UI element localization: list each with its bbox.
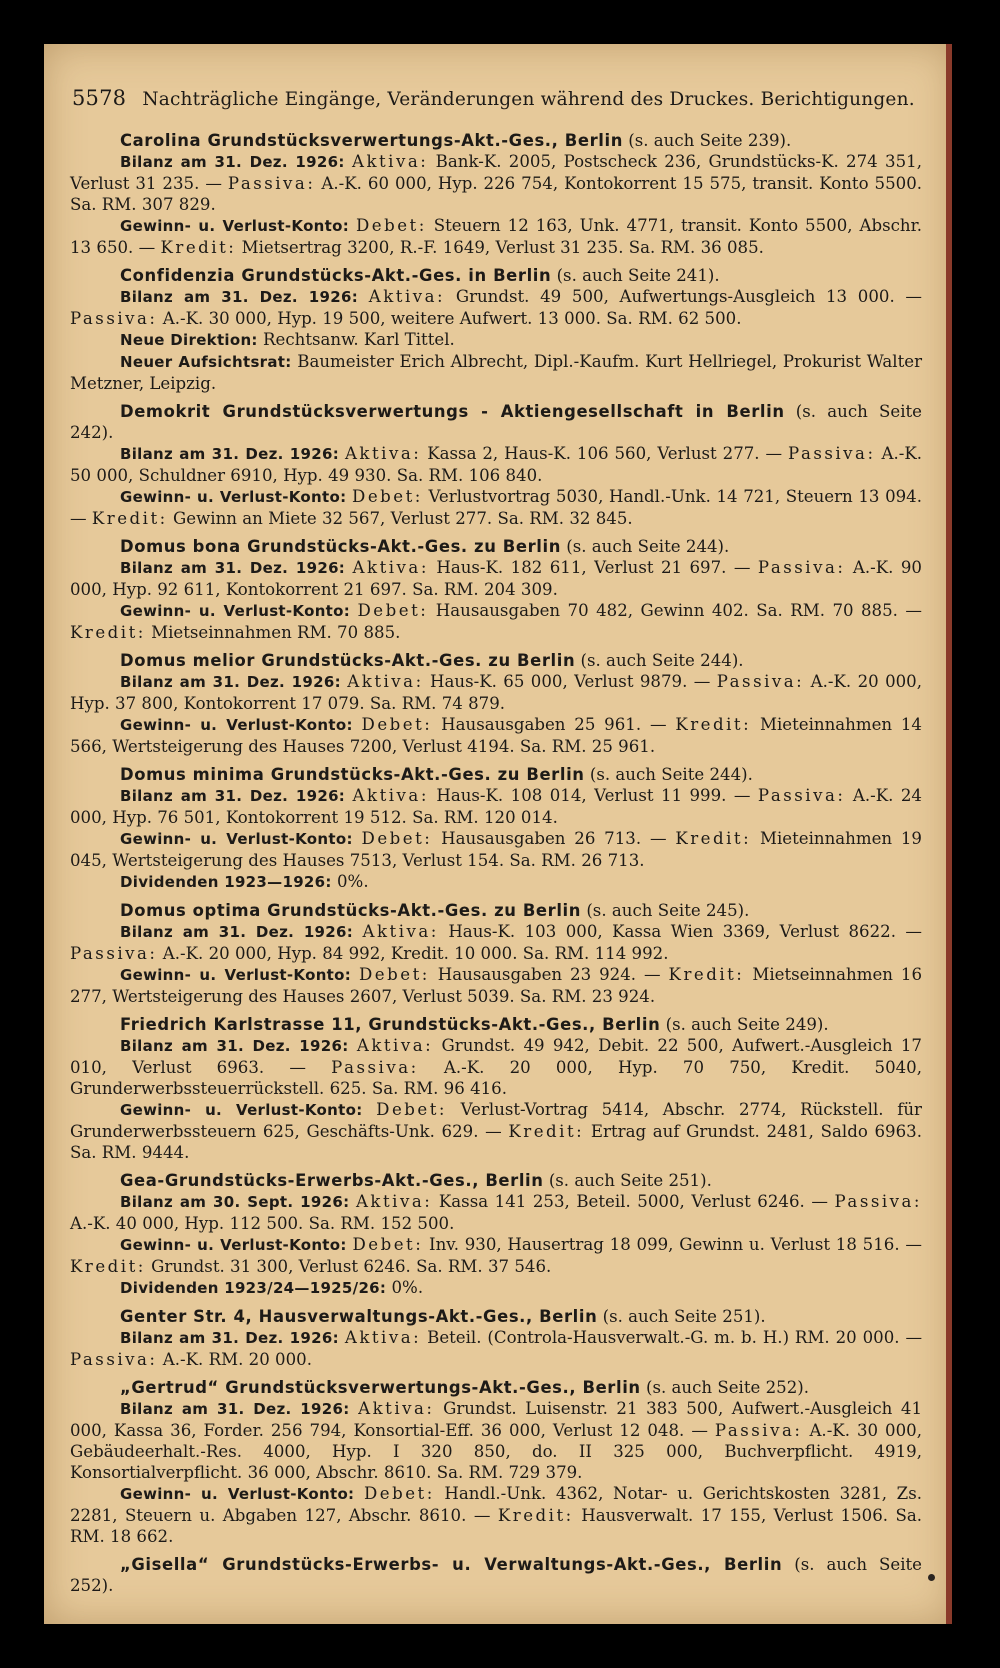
credit-text: Mieteinnahmen 14 566, Wertsteigerung des Hauses 7200, Verlust 4194. Sa. RM. 25 961. xyxy=(70,715,922,756)
entry-heading xyxy=(70,130,922,151)
liabilities-text: A.-K. 20 000, Hyp. 84 992, Kredit. 10 000. Sa. RM. 114 992. xyxy=(162,944,669,963)
assets-text: Grundst. 49 942, Debit. 22 500, Aufwert.-Ausgleich 17 010, Verlust 6963. xyxy=(70,1036,922,1077)
company-name: Domus melior Grundstücks-Akt.-Ges. zu Berlin xyxy=(120,651,576,670)
debit-text: Hausausgaben 26 713. xyxy=(441,829,642,848)
balance-sheet xyxy=(70,785,922,828)
profit-loss-account xyxy=(70,964,922,1007)
liabilities-text: A.-K. 20 000, Hyp. 70 750, Kredit. 5040, Grunderwerbssteuerrückstell. 625. Sa. RM. 96 416. xyxy=(70,1058,923,1098)
dividends-value: 0%. xyxy=(391,1278,424,1297)
entry-domus-optima xyxy=(70,900,922,1007)
balance-sheet xyxy=(70,921,922,964)
liabilities-label: Passiva: xyxy=(834,1192,923,1211)
entry-heading xyxy=(70,1554,922,1596)
balance-label: Bilanz am 31. Dez. 1926: xyxy=(120,1037,349,1055)
debit-label: Debet: xyxy=(352,1235,424,1254)
balance-label: Bilanz am 31. Dez. 1926: xyxy=(120,288,359,306)
page-reference: (s. auch Seite 252). xyxy=(645,1378,810,1397)
debit-label: Debet: xyxy=(359,965,430,984)
credit-text: Mietseinnahmen RM. 70 885. xyxy=(151,623,401,642)
page-reference: (s. auch Seite 252). xyxy=(70,1555,923,1595)
assets-text: Grundst. Luisenstr. 21 383 500, Aufwert.-Ausgleich 41 000, Kassa 36, Forder. 256 794, Konsortial-Eff. 36 000, Verlust 12 048. xyxy=(70,1399,922,1440)
debit-text: Inv. 930, Hausertrag 18 099, Gewinn u. Verlust 18 516. xyxy=(429,1235,900,1254)
dash: — xyxy=(733,558,751,577)
credit-label: Kredit: xyxy=(668,965,745,984)
debit-label: Debet: xyxy=(355,216,427,235)
balance-label: Bilanz am 31. Dez. 1926: xyxy=(120,673,341,691)
balance-label: Bilanz am 30. Sept. 1926: xyxy=(120,1193,350,1211)
balance-sheet xyxy=(70,443,922,486)
dash: — xyxy=(905,287,923,306)
profit-loss-account xyxy=(70,828,922,871)
liabilities-label: Passiva: xyxy=(331,1058,419,1077)
page-reference: (s. auch Seite 249). xyxy=(665,1015,829,1034)
page-title: Nachträgliche Eingänge, Veränderungen während des Druckes. Berichtigungen. xyxy=(142,89,915,110)
dash: — xyxy=(205,174,222,193)
profit-loss-account xyxy=(70,215,922,258)
ink-speck xyxy=(928,1574,935,1581)
liabilities-label: Passiva: xyxy=(716,672,805,691)
dividends-label: Dividenden 1923/24—1925/26: xyxy=(120,1279,387,1297)
entry-genter-str xyxy=(70,1306,922,1370)
debit-text: Hausausgaben 25 961. xyxy=(441,715,642,734)
debit-label: Debet: xyxy=(361,829,433,848)
dash: — xyxy=(485,1122,502,1141)
credit-label: Kredit: xyxy=(497,1506,574,1525)
company-name: Domus minima Grundstücks-Akt.-Ges. zu Berlin xyxy=(120,765,585,784)
liabilities-text: A.-K. RM. 20 000. xyxy=(162,1350,312,1369)
balance-sheet xyxy=(70,671,922,714)
liabilities-text: A.-K. 30 000, Gebäudeerhalt.-Res. 4000, Hyp. I 320 850, do. II 325 000, Buchverpflicht. 4919, Konsortialverpflicht. 36 000, Abschr. 8610. Sa. RM. 729 379. xyxy=(70,1421,923,1482)
company-name: Friedrich Karlstrasse 11, Grundstücks-Akt.-Ges., Berlin xyxy=(120,1015,661,1034)
balance-sheet xyxy=(70,1035,922,1099)
profit-loss-account xyxy=(70,1234,922,1277)
page-reference: (s. auch Seite 244). xyxy=(580,651,744,670)
liabilities-text: A.-K. 24 000, Hyp. 76 501, Kontokorrent 19 512. Sa. RM. 120 014. xyxy=(70,786,922,827)
assets-label: Aktiva: xyxy=(358,1399,435,1418)
assets-text: Kassa 2, Haus-K. 106 560, Verlust 277. xyxy=(427,444,760,463)
debit-label: Debet: xyxy=(361,715,433,734)
liabilities-text: A.-K. 60 000, Hyp. 226 754, Kontokorrent 15 575, transit. Konto 5500. Sa. RM. 307 829. xyxy=(70,174,923,214)
balance-label: Bilanz am 31. Dez. 1926: xyxy=(120,1400,350,1418)
company-name: Carolina Grundstücksverwertungs-Akt.-Ges., Berlin xyxy=(120,131,623,150)
assets-label: Aktiva: xyxy=(355,1192,433,1211)
dash: — xyxy=(289,1058,306,1077)
liabilities-label: Passiva: xyxy=(757,786,846,805)
balance-label: Bilanz am 31. Dez. 1926: xyxy=(120,445,340,463)
dash: — xyxy=(649,715,667,734)
entry-domus-minima xyxy=(70,764,922,893)
dash: — xyxy=(905,922,923,941)
entry-carolina xyxy=(70,130,922,258)
liabilities-text: A.-K. 20 000, Hyp. 37 800, Kontokorrent 17 079. Sa. RM. 74 879. xyxy=(70,672,923,713)
entry-gea xyxy=(70,1170,922,1299)
entry-heading xyxy=(70,1014,922,1035)
credit-label: Kredit: xyxy=(675,829,752,848)
entry-confidenzia xyxy=(70,265,922,394)
debit-text: Hausausgaben 23 924. xyxy=(437,965,637,984)
credit-text: Grundst. 31 300, Verlust 6246. Sa. RM. 37 546. xyxy=(151,1257,552,1276)
dash: — xyxy=(138,238,156,257)
balance-label: Bilanz am 31. Dez. 1926: xyxy=(120,923,354,941)
dash: — xyxy=(811,1192,828,1211)
assets-label: Aktiva: xyxy=(356,1036,434,1055)
page-reference: (s. auch Seite 244). xyxy=(566,537,730,556)
credit-label: Kredit: xyxy=(675,715,752,734)
management-text: Rechtsanw. Karl Tittel. xyxy=(263,330,455,349)
balance-sheet xyxy=(70,1327,922,1370)
entry-heading xyxy=(70,1306,922,1327)
page-reference: (s. auch Seite 251). xyxy=(548,1171,712,1190)
profit-loss-account xyxy=(70,1483,922,1547)
liabilities-text: A.-K. 50 000, Schuldner 6910, Hyp. 49 930. Sa. RM. 106 840. xyxy=(70,444,923,485)
pl-label: Gewinn- u. Verlust-Konto: xyxy=(120,488,347,506)
dash: — xyxy=(644,965,661,984)
pl-label: Gewinn- u. Verlust-Konto: xyxy=(120,830,353,848)
balance-label: Bilanz am 31. Dez. 1926: xyxy=(120,153,345,171)
dividends xyxy=(70,1277,922,1299)
management-label: Neue Direktion: xyxy=(120,331,258,349)
assets-text: Haus-K. 108 014, Verlust 11 999. xyxy=(436,786,727,805)
dash: — xyxy=(905,601,922,620)
entry-domus-bona xyxy=(70,536,922,643)
dividends-label: Dividenden 1923—1926: xyxy=(120,873,332,891)
assets-text: Grundst. 49 500, Aufwertungs-Ausgleich 13 000. xyxy=(455,287,895,306)
balance-sheet xyxy=(70,151,922,215)
entry-gertrud xyxy=(70,1377,922,1547)
board-label: Neuer Aufsichtsrat: xyxy=(120,353,292,371)
entry-heading xyxy=(70,265,922,286)
dash: — xyxy=(733,786,751,805)
liabilities-label: Passiva: xyxy=(788,444,876,463)
profit-loss-account xyxy=(70,1099,922,1163)
debit-label: Debet: xyxy=(357,601,429,620)
assets-text: Beteil. (Controla-Hausverwalt.-G. m. b. H.) RM. 20 000. xyxy=(427,1328,900,1347)
debit-text: Handl.-Unk. 4362, Notar- u. Gerichtskosten 3281, Zs. 2281, Steuern u. Abgaben 127, Abschr. 8610. xyxy=(70,1484,923,1525)
balance-sheet xyxy=(70,286,922,329)
company-name: Gea-Grundstücks-Erwerbs-Akt.-Ges., Berlin xyxy=(120,1171,544,1190)
entry-heading xyxy=(70,401,922,443)
credit-label: Kredit: xyxy=(70,1257,146,1276)
dash: — xyxy=(905,1235,922,1254)
assets-label: Aktiva: xyxy=(344,1328,422,1347)
dividends-value: 0%. xyxy=(337,872,369,891)
balance-label: Bilanz am 31. Dez. 1926: xyxy=(120,787,346,805)
pl-label: Gewinn- u. Verlust-Konto: xyxy=(120,1485,355,1503)
liabilities-text: A.-K. 30 000, Hyp. 19 500, weitere Aufwert. 13 000. Sa. RM. 62 500. xyxy=(162,309,742,328)
debit-text: Steuern 12 163, Unk. 4771, transit. Konto 5500, Abschr. 13 650. xyxy=(70,216,922,257)
dash: — xyxy=(905,1328,923,1347)
entry-friedrich-karlstrasse xyxy=(70,1014,922,1163)
assets-text: Kassa 141 253, Beteil. 5000, Verlust 6246. xyxy=(438,1192,805,1211)
company-name: „Gertrud“ Grundstücksverwertungs-Akt.-Ges., Berlin xyxy=(120,1378,641,1397)
debit-text: Verlustvortrag 5030, Handl.-Unk. 14 721, Steuern 13 094. xyxy=(428,487,923,506)
credit-text: Ertrag auf Grundst. 2481, Saldo 6963. Sa. RM. 9444. xyxy=(70,1122,922,1162)
pl-label: Gewinn- u. Verlust-Konto: xyxy=(120,966,352,984)
liabilities-label: Passiva: xyxy=(70,944,158,963)
new-management xyxy=(70,329,922,351)
company-name: Domus bona Grundstücks-Akt.-Ges. zu Berlin xyxy=(120,537,561,556)
assets-label: Aktiva: xyxy=(368,287,446,306)
page-header xyxy=(72,86,915,110)
assets-text: Haus-K. 65 000, Verlust 9879. xyxy=(430,672,688,691)
company-name: Domus optima Grundstücks-Akt.-Ges. zu Berlin xyxy=(120,901,582,920)
liabilities-text: A.-K. 90 000, Hyp. 92 611, Kontokorrent 21 697. Sa. RM. 204 309. xyxy=(70,558,922,599)
page-reference: (s. auch Seite 244). xyxy=(589,765,753,784)
profit-loss-account xyxy=(70,600,922,643)
assets-label: Aktiva: xyxy=(352,786,429,805)
assets-label: Aktiva: xyxy=(352,558,429,577)
company-name: „Gisella“ Grundstücks-Erwerbs- u. Verwaltungs-Akt.-Ges., Berlin xyxy=(120,1555,783,1574)
page-number: 5578 xyxy=(72,86,127,110)
assets-text: Bank-K. 2005, Postscheck 236, Grundstücks-K. 274 351, Verlust 31 235. xyxy=(70,152,922,193)
credit-text: Mietseinnahmen 16 277, Wertsteigerung des Hauses 2607, Verlust 5039. Sa. RM. 23 924. xyxy=(70,965,923,1006)
dash: — xyxy=(649,829,667,848)
credit-text: Gewinn an Miete 32 567, Verlust 277. Sa. RM. 32 845. xyxy=(173,509,633,528)
assets-text: Haus-K. 103 000, Kassa Wien 3369, Verlust 8622. xyxy=(448,922,896,941)
entry-demokrit xyxy=(70,401,922,529)
pl-label: Gewinn- u. Verlust-Konto: xyxy=(120,217,350,235)
liabilities-label: Passiva: xyxy=(227,174,316,193)
assets-label: Aktiva: xyxy=(344,444,422,463)
debit-text: Hausausgaben 70 482, Gewinn 402. Sa. RM. 70 885. xyxy=(435,601,898,620)
dash: — xyxy=(693,672,711,691)
balance-sheet xyxy=(70,557,922,600)
board-text: Baumeister Erich Albrecht, Dipl.-Kaufm. Kurt Hellriegel, Prokurist Walter Metzner, Leipzig. xyxy=(70,352,923,393)
liabilities-label: Passiva: xyxy=(70,309,158,328)
liabilities-label: Passiva: xyxy=(714,1421,803,1440)
page-reference: (s. auch Seite 245). xyxy=(586,901,750,920)
dash: — xyxy=(473,1506,491,1525)
dash: — xyxy=(765,444,783,463)
new-supervisory-board xyxy=(70,351,922,394)
entry-heading xyxy=(70,764,922,785)
page-reference: (s. auch Seite 241). xyxy=(556,266,720,285)
assets-label: Aktiva: xyxy=(347,672,424,691)
company-name: Genter Str. 4, Hausverwaltungs-Akt.-Ges., Berlin xyxy=(120,1307,598,1326)
page-reference: (s. auch Seite 239). xyxy=(628,131,792,150)
dividends xyxy=(70,871,922,893)
debit-label: Debet: xyxy=(376,1100,447,1119)
debit-text: Verlust-Vortrag 5414, Abschr. 2774, Rückstell. für Grunderwerbssteuern 625, Geschäfts-Unk. 629. xyxy=(70,1100,922,1141)
page-reference: (s. auch Seite 251). xyxy=(602,1307,766,1326)
company-name: Demokrit Grundstücksverwertungs - Aktiengesellschaft in Berlin xyxy=(120,402,785,421)
entry-heading xyxy=(70,1170,922,1191)
balance-sheet xyxy=(70,1191,922,1234)
dash: — xyxy=(70,509,87,528)
pl-label: Gewinn- u. Verlust-Konto: xyxy=(120,1236,347,1254)
profit-loss-account xyxy=(70,714,922,757)
entry-heading xyxy=(70,1377,922,1398)
entry-heading xyxy=(70,536,922,557)
debit-label: Debet: xyxy=(352,487,423,506)
liabilities-label: Passiva: xyxy=(70,1350,158,1369)
pl-label: Gewinn- u. Verlust-Konto: xyxy=(120,602,351,620)
liabilities-text: A.-K. 40 000, Hyp. 112 500. Sa. RM. 152 500. xyxy=(70,1214,455,1233)
pl-label: Gewinn- u. Verlust-Konto: xyxy=(120,1101,363,1119)
entry-heading xyxy=(70,900,922,921)
entry-gisella xyxy=(70,1554,922,1596)
dash: — xyxy=(691,1421,708,1440)
credit-label: Kredit: xyxy=(91,509,168,528)
assets-label: Aktiva: xyxy=(362,922,439,941)
assets-label: Aktiva: xyxy=(351,152,429,171)
document-page xyxy=(44,44,952,1624)
debit-label: Debet: xyxy=(363,1484,435,1503)
pl-label: Gewinn- u. Verlust-Konto: xyxy=(120,716,353,734)
credit-label: Kredit: xyxy=(70,623,146,642)
document-body xyxy=(70,130,922,1603)
page-edge xyxy=(946,44,952,1624)
credit-text: Mietsertrag 3200, R.-F. 1649, Verlust 31 235. Sa. RM. 36 085. xyxy=(241,238,764,257)
company-name: Confidenzia Grundstücks-Akt.-Ges. in Berlin xyxy=(120,266,552,285)
credit-text: Mieteinnahmen 19 045, Wertsteigerung des Hauses 7513, Verlust 154. Sa. RM. 26 713. xyxy=(70,829,922,870)
credit-label: Kredit: xyxy=(508,1122,585,1141)
entry-heading xyxy=(70,650,922,671)
credit-label: Kredit: xyxy=(160,238,237,257)
liabilities-label: Passiva: xyxy=(757,558,846,577)
profit-loss-account xyxy=(70,486,922,529)
balance-label: Bilanz am 31. Dez. 1926: xyxy=(120,559,346,577)
balance-label: Bilanz am 31. Dez. 1926: xyxy=(120,1329,339,1347)
entry-domus-melior xyxy=(70,650,922,757)
assets-text: Haus-K. 182 611, Verlust 21 697. xyxy=(436,558,727,577)
page-reference: (s. auch Seite 242). xyxy=(70,402,922,442)
credit-text: Hausverwalt. 17 155, Verlust 1506. Sa. RM. 18 662. xyxy=(70,1506,923,1546)
balance-sheet xyxy=(70,1398,922,1483)
